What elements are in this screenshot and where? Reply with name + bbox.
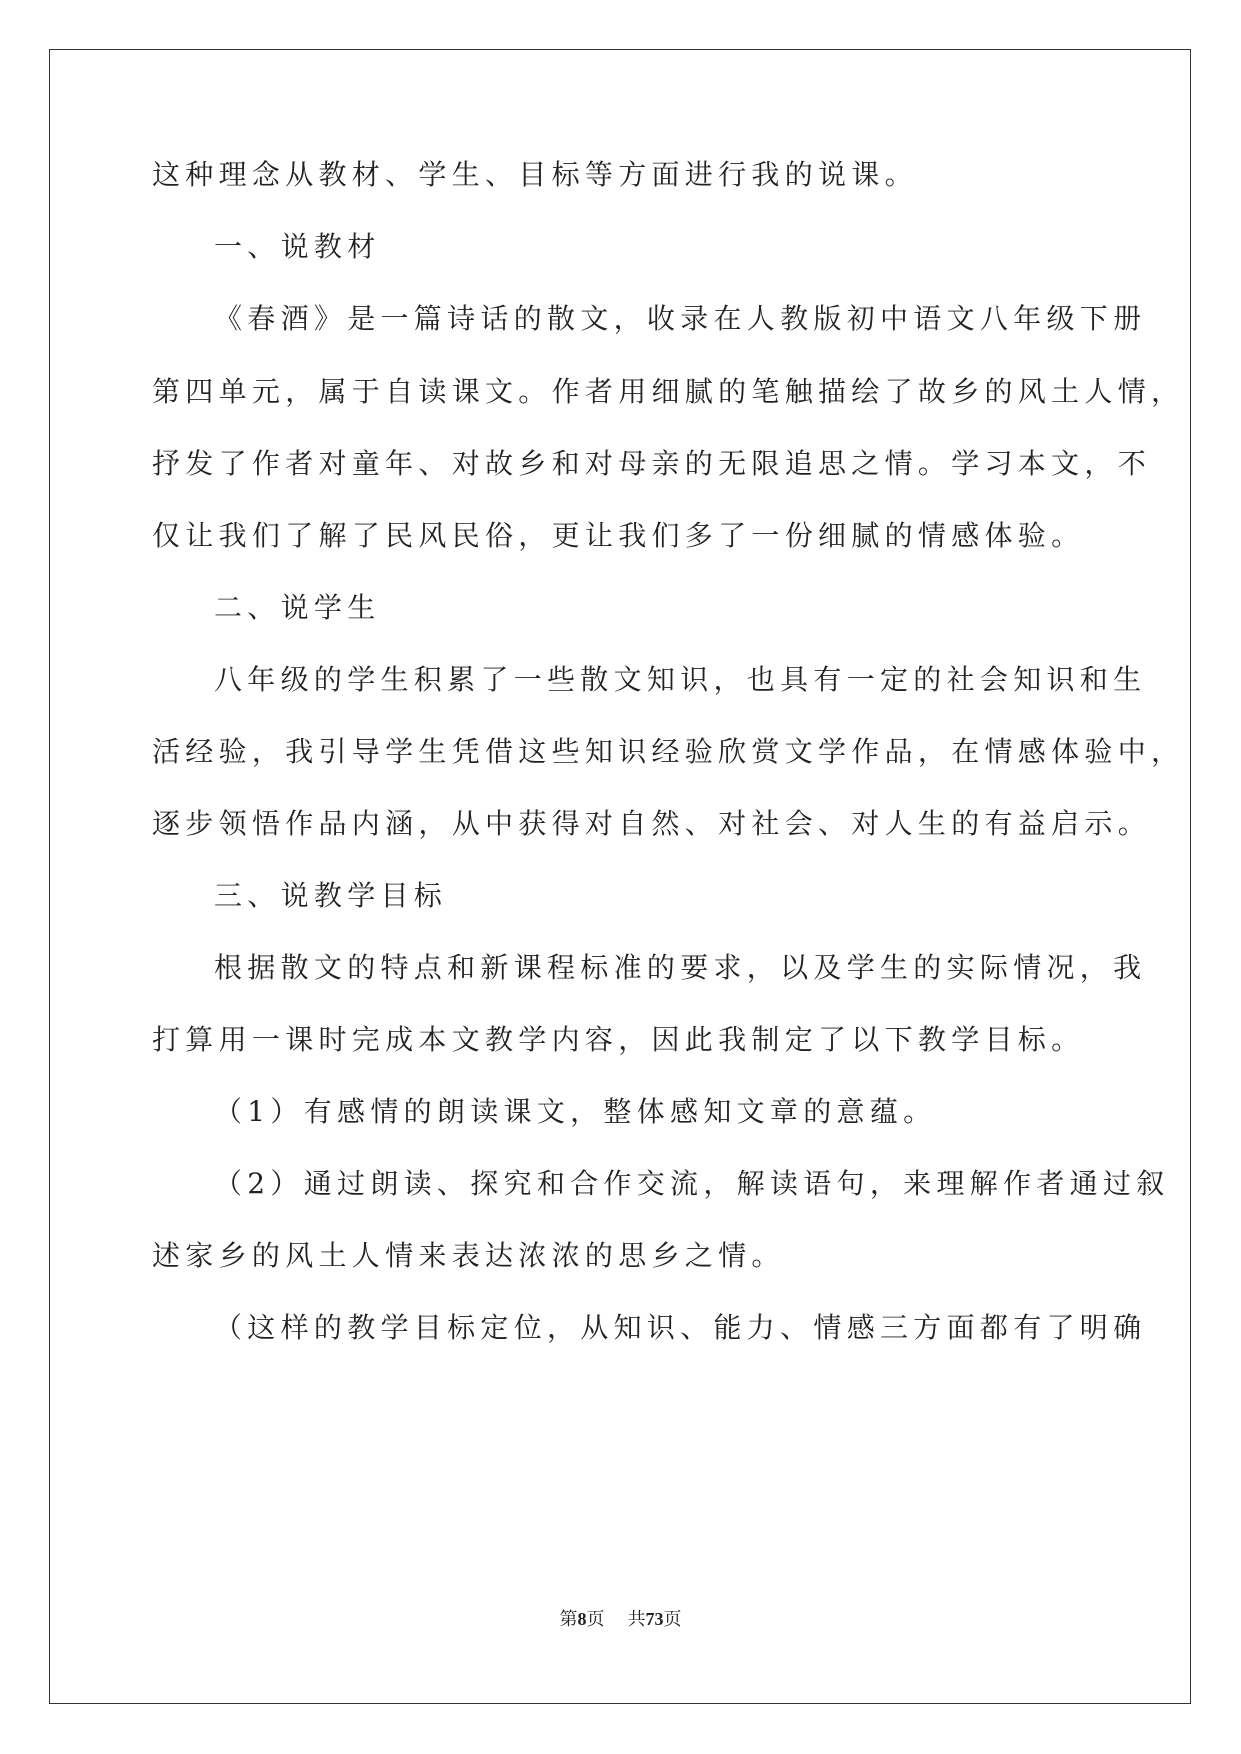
section-heading: 三、说教学目标 (214, 879, 448, 912)
footer-total-suffix: 页 (663, 1609, 682, 1630)
paragraph-line: 打算用一课时完成本文教学内容，因此我制定了以下教学目标。 (152, 1023, 1085, 1056)
paragraph-line: 《春酒》是一篇诗话的散文，收录在人教版初中语文八年级下册 (214, 302, 1147, 335)
list-item: （2）通过朗读、探究和合作交流，解读语句，来理解作者通过叙 (214, 1167, 1170, 1200)
paragraph-line: 八年级的学生积累了一些散文知识，也具有一定的社会知识和生 (214, 663, 1147, 696)
paragraph-line: 逐步领悟作品内涵，从中获得对自然、对社会、对人生的有益启示。 (152, 807, 1152, 840)
paragraph-line: 活经验，我引导学生凭借这些知识经验欣赏文学作品，在情感体验中， (152, 735, 1185, 768)
footer-page-prefix: 第 (559, 1609, 578, 1630)
paragraph-line: 仅让我们了解了民风民俗，更让我们多了一份细腻的情感体验。 (152, 519, 1085, 552)
section-heading: 二、说学生 (214, 591, 381, 624)
list-item: （1）有感情的朗读课文，整体感知文章的意蕴。 (214, 1095, 937, 1128)
paragraph-line: 抒发了作者对童年、对故乡和对母亲的无限追思之情。学习本文，不 (152, 447, 1152, 480)
paragraph-line: 第四单元，属于自读课文。作者用细腻的笔触描绘了故乡的风土人情， (152, 375, 1185, 408)
paragraph-line: 根据散文的特点和新课程标准的要求，以及学生的实际情况，我 (214, 951, 1147, 984)
page-border (49, 49, 1191, 1704)
section-heading: 一、说教材 (214, 230, 381, 263)
paragraph-line: （这样的教学目标定位，从知识、能力、情感三方面都有了明确 (214, 1311, 1147, 1344)
paragraph-line: 这种理念从教材、学生、目标等方面进行我的说课。 (152, 158, 918, 191)
footer-page-number: 8 (577, 1609, 587, 1629)
footer-page-suffix: 页 (586, 1609, 605, 1630)
footer-total-pages: 73 (645, 1609, 664, 1629)
paragraph-line: 述家乡的风土人情来表达浓浓的思乡之情。 (152, 1239, 785, 1272)
page-footer (0, 1608, 1241, 1631)
footer-total-prefix: 共 (627, 1609, 646, 1630)
